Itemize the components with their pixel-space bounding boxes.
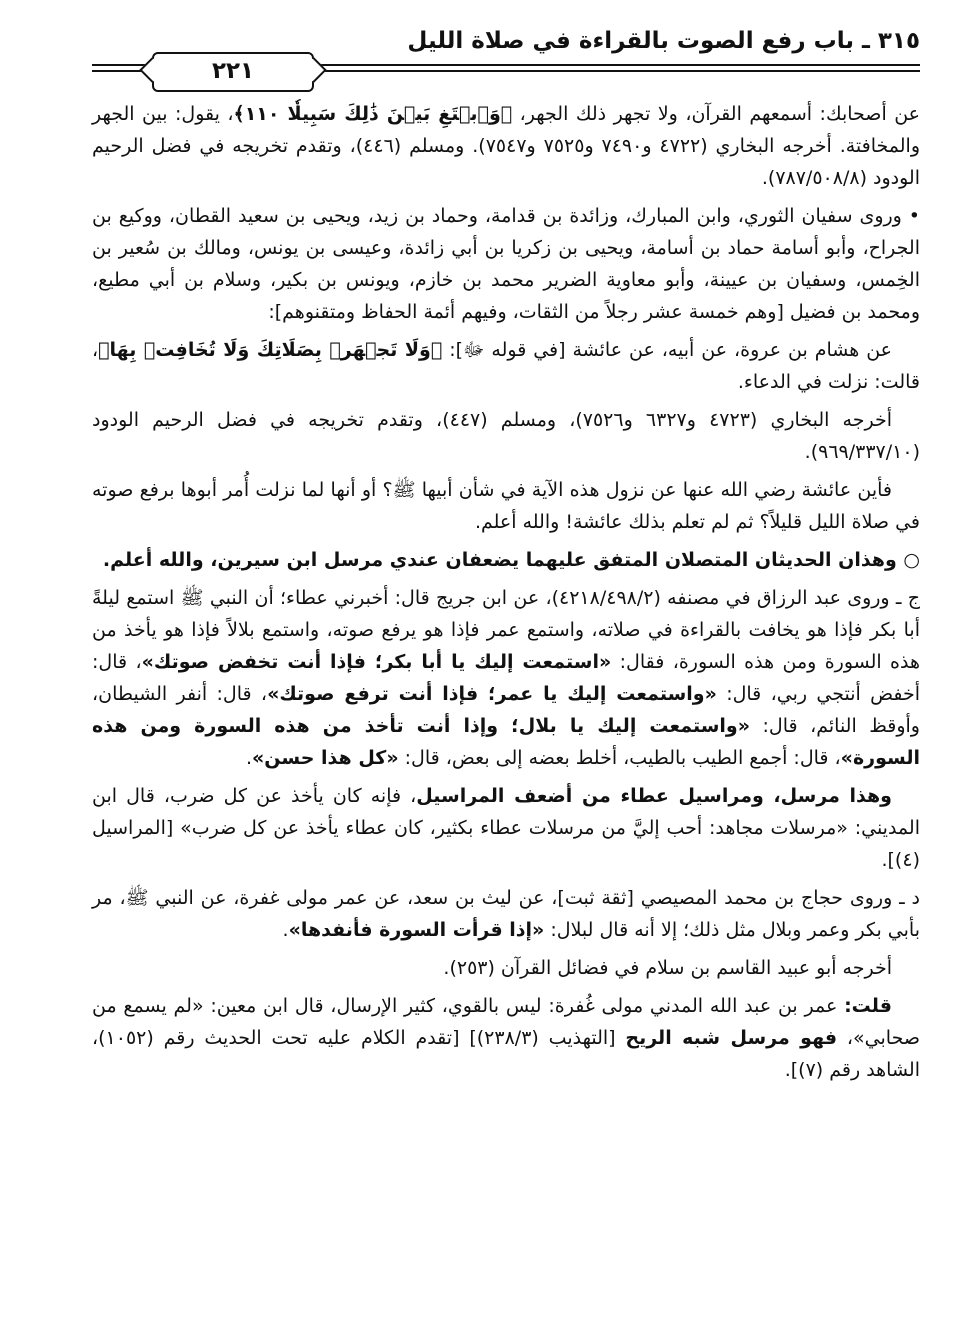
- paragraph: [92, 404, 920, 468]
- paragraph: [92, 990, 920, 1086]
- bold-segment: وهذا مرسل، ومراسيل عطاء من أضعف المراسيل: [416, 785, 892, 807]
- paragraph: [92, 200, 920, 328]
- text-segment: ، قال: أجمع الطيب بالطيب، أخلط بعضه إلى بعض، قال:: [398, 747, 841, 769]
- text-segment: ، فإنه كان يأخذ عن كل ضرب، قال ابن المديني: «مرسلات مجاهد: أحب إليَّ من مرسلات عطاء بكثير، كان عطاء يأخذ عن كل ضرب» [المراسيل (٤)].: [92, 785, 920, 871]
- paragraph: [92, 474, 920, 538]
- text-segment: ، يقول: بين الجهر والمخافتة. أخرجه البخاري (٤٧٢٢ و٧٤٩٠ و٧٥٢٥ و٧٥٤٧). ومسلم (٤٤٦)، وتقدم تخريجه في فضل الرحيم الودود (٧٨٧/٥٠٨/٨).: [92, 103, 921, 189]
- text-segment: ، قال: أنفر الشيطان، وأوقظ النائم، قال:: [92, 683, 920, 737]
- bold-segment: فهو مرسل شبه الريح: [625, 1027, 838, 1049]
- paragraph: [92, 780, 920, 876]
- paragraph: [92, 882, 920, 946]
- text-segment: ج ـ وروى عبد الرزاق في مصنفه (٤٢١٨/٤٩٨/٢)، عن ابن جريج قال: أخبرني عطاء؛ أن النبي ﷺ استمع ليلةً أبا بكر فإذا هو يخافت بالقراءة في صلاته، واستمع عمر فإذا هو يرفع صوته، واستمع بلالاً فإذا هو يأخذ من هذه السورة ومن هذه السورة، فقال:: [92, 587, 921, 673]
- text-segment: أخرجه أبو عبيد القاسم بن سلام في فضائل القرآن (٢٥٣).: [443, 957, 892, 979]
- bold-segment: «واستمعت إليك يا عمر؛ فإذا أنت ترفع صوتك»: [267, 683, 717, 705]
- text-segment: .: [245, 747, 253, 769]
- paragraph: [92, 582, 920, 774]
- text-segment: عن هشام بن عروة، عن أبيه، عن عائشة [في قوله ﷻ]:: [442, 339, 892, 361]
- text-segment: ، قال: أخفض أنتجي ربي، قال:: [92, 651, 920, 705]
- paragraph: [92, 98, 920, 194]
- header-rule-right: [310, 70, 920, 72]
- text-segment: أخرجه البخاري (٤٧٢٣ و٦٣٢٧ و٧٥٢٦)، ومسلم (٤٤٧)، وتقدم تخريجه في فضل الرحيم الودود (٩٦٩/٣٣٧/١٠).: [92, 409, 920, 463]
- bold-segment: «استمعت إليك يا أبا بكر؛ فإذا أنت تخفض صوتك»: [141, 651, 612, 673]
- bold-segment: ○ وهذان الحديثان المتصلان المتفق عليهما يضعفان عندي مرسل ابن سيرين، والله أعلم.: [102, 549, 920, 571]
- book-page: [92, 14, 920, 1324]
- text-segment: عن أصحابك: أسمعهم القرآن، ولا تجهر ذلك الجهر،: [512, 103, 921, 125]
- page-body: [92, 98, 920, 1092]
- text-segment: د ـ وروى حجاج بن محمد المصيصي [ثقة ثبت]، عن ليث بن سعد، عن عمر مولى غفرة، عن النبي ﷺ، مر بأبي بكر وعمر وبلال مثل ذلك؛ إلا أنه قال لبلال:: [92, 887, 920, 941]
- text-segment: عمر بن عبد الله المدني مولى غُفرة: ليس بالقوي، كثير الإرسال، قال ابن معين: «لم يسمع من صحابي»،: [92, 995, 920, 1049]
- paragraph: [92, 952, 920, 984]
- page-header: [92, 14, 920, 84]
- text-segment: • وروى سفيان الثوري، وابن المبارك، وزائدة بن قدامة، وحماد بن زيد، ويحيى بن سعيد القطان، ووكيع بن الجراح، وأبو أسامة حماد بن أسامة، ويحيى بن زكريا بن أبي زائدة، وعيسى بن يونس، ومالك بن سُعير بن الخِمس، وسفيان بن عيينة، وأبو معاوية الضرير محمد بن خازم، ويونس بن بكير، وسلام بن أبي مطيع، ومحمد بن فضيل [وهم خمسة عشر رجلاً من الثقات، وفيهم أئمة الحفاظ ومتقنوهم]:: [92, 205, 920, 323]
- bold-segment: ﴿وَلَا تَجۡهَرۡ بِصَلَاتِكَ وَلَا تُخَافِتۡ بِهَا﴾: [98, 339, 443, 361]
- bold-segment: ﴿وَٱبۡتَغِ بَيۡنَ ذَٰلِكَ سَبِيلٗا ١١٠﴾: [233, 103, 513, 125]
- bold-segment: «واستمعت إليك يا بلال؛ وإذا أنت تأخذ من هذه السورة ومن هذه السورة»: [92, 715, 920, 769]
- bold-segment: «كل هذا حسن»: [252, 747, 399, 769]
- text-segment: .: [282, 919, 289, 941]
- text-segment: [التهذيب (٢٣٨/٣)] [تقدم الكلام عليه تحت الحديث رقم (١٠٥٢)، الشاهد رقم (٧)].: [92, 1027, 920, 1081]
- bold-segment: قلت:: [844, 995, 892, 1017]
- paragraph: [92, 334, 920, 398]
- running-title: ٣١٥ ـ باب رفع الصوت بالقراءة في صلاة الليل: [407, 28, 920, 54]
- paragraph: [92, 544, 920, 576]
- text-segment: فأين عائشة رضي الله عنها عن نزول هذه الآية في شأن أبيها ﷺ؟ أو أنها لما نزلت أُمر أبوها برفع صوته في صلاة الليل قليلاً؟ ثم لم تعلم بذلك عائشة! والله أعلم.: [92, 479, 920, 533]
- bold-segment: «إذا قرأت السورة فأنفدها»: [288, 919, 545, 941]
- text-segment: ، قالت: نزلت في الدعاء.: [92, 339, 920, 393]
- page-number-badge: ٢٢١: [152, 52, 314, 92]
